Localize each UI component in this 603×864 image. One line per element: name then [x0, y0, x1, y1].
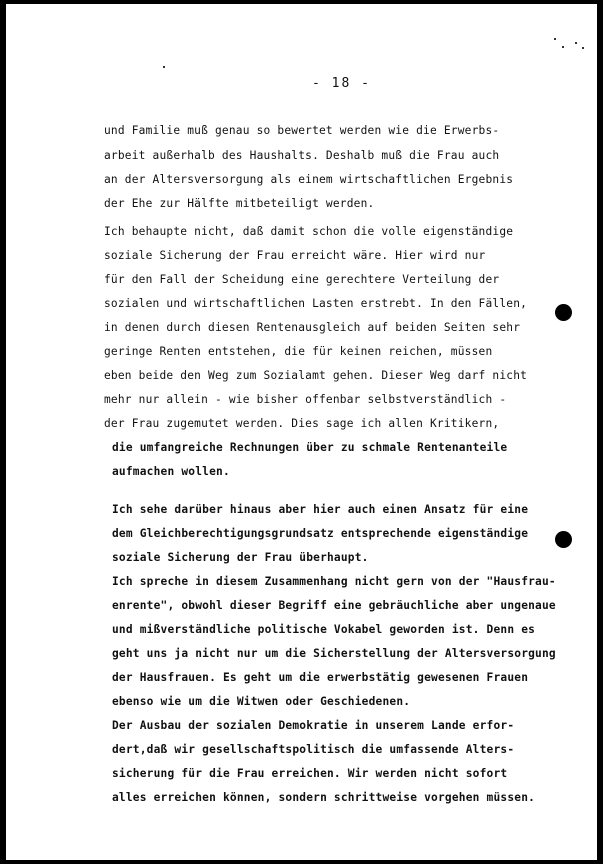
scan-speck — [562, 46, 564, 48]
text-line: ebenso wie um die Witwen oder Geschiedenen. — [112, 695, 411, 708]
punch-hole-lower — [555, 531, 572, 548]
text-line: der Hausfrauen. Es geht um die erwerbstätig gewesenen Frauen — [112, 671, 529, 684]
scan-speck — [163, 66, 165, 68]
text-line: in denen durch diesen Rentenausgleich auf beiden Seiten sehr — [104, 321, 521, 334]
text-line: und mißverständliche politische Vokabel geworden ist. Denn es — [112, 623, 536, 636]
text-line: der Frau zugemutet werden. Dies sage ich allen Kritikern, — [104, 417, 500, 430]
text-line: und Familie muß genau so bewertet werden wie die Erwerbs- — [104, 124, 500, 137]
text-line: dem Gleichberechtigungsgrundsatz entsprechende eigenständige — [112, 527, 529, 540]
text-line: der Ehe zur Hälfte mitbeteiligt werden. — [104, 197, 375, 210]
text-line: für den Fall der Scheidung eine gerechtere Verteilung der — [104, 273, 500, 286]
text-line: arbeit außerhalb des Haushalts. Deshalb muß die Frau auch — [104, 149, 500, 162]
text-line: Ich spreche in diesem Zusammenhang nicht gern von der "Hausfrau- — [112, 575, 556, 588]
text-line: eben beide den Weg zum Sozialamt gehen. Dieser Weg darf nicht — [104, 369, 528, 382]
scan-speck — [582, 47, 584, 49]
text-line: aufmachen wollen. — [112, 465, 230, 478]
text-line: soziale Sicherung der Frau erreicht wäre. Hier wird nur — [104, 249, 486, 262]
text-line: alles erreichen können, sondern schrittweise vorgehen müssen. — [112, 791, 536, 804]
text-line: geringe Renten entstehen, die für keinen reichen, müssen — [104, 345, 493, 358]
punch-hole-upper — [555, 304, 572, 321]
document-page — [6, 4, 597, 860]
text-line: die umfangreiche Rechnungen über zu schmale Rentenanteile — [112, 441, 508, 454]
text-line: mehr nur allein - wie bisher offenbar selbstverständlich - — [104, 393, 507, 406]
text-line: Ich behaupte nicht, daß damit schon die volle eigenständige — [104, 225, 514, 238]
text-line: enrente", obwohl dieser Begriff eine gebräuchliche aber ungenaue — [112, 599, 556, 612]
page-number: - 18 - — [312, 76, 371, 91]
text-line: Der Ausbau der sozialen Demokratie in unserem Lande erfor- — [112, 719, 515, 732]
text-line: soziale Sicherung der Frau überhaupt. — [112, 551, 369, 564]
text-line: sicherung für die Frau erreichen. Wir werden nicht sofort — [112, 767, 508, 780]
scan-speck — [575, 42, 577, 44]
text-line: an der Altersversorgung als einem wirtschaftlichen Ergebnis — [104, 173, 514, 186]
scan-speck — [554, 38, 556, 40]
text-line: Ich sehe darüber hinaus aber hier auch einen Ansatz für eine — [112, 503, 529, 516]
text-line: sozialen und wirtschaftlichen Lasten erstrebt. In den Fällen, — [104, 297, 528, 310]
text-line: dert,daß wir gesellschaftspolitisch die umfassende Alters- — [112, 743, 515, 756]
text-line: geht uns ja nicht nur um die Sicherstellung der Altersversorgung — [112, 647, 556, 660]
